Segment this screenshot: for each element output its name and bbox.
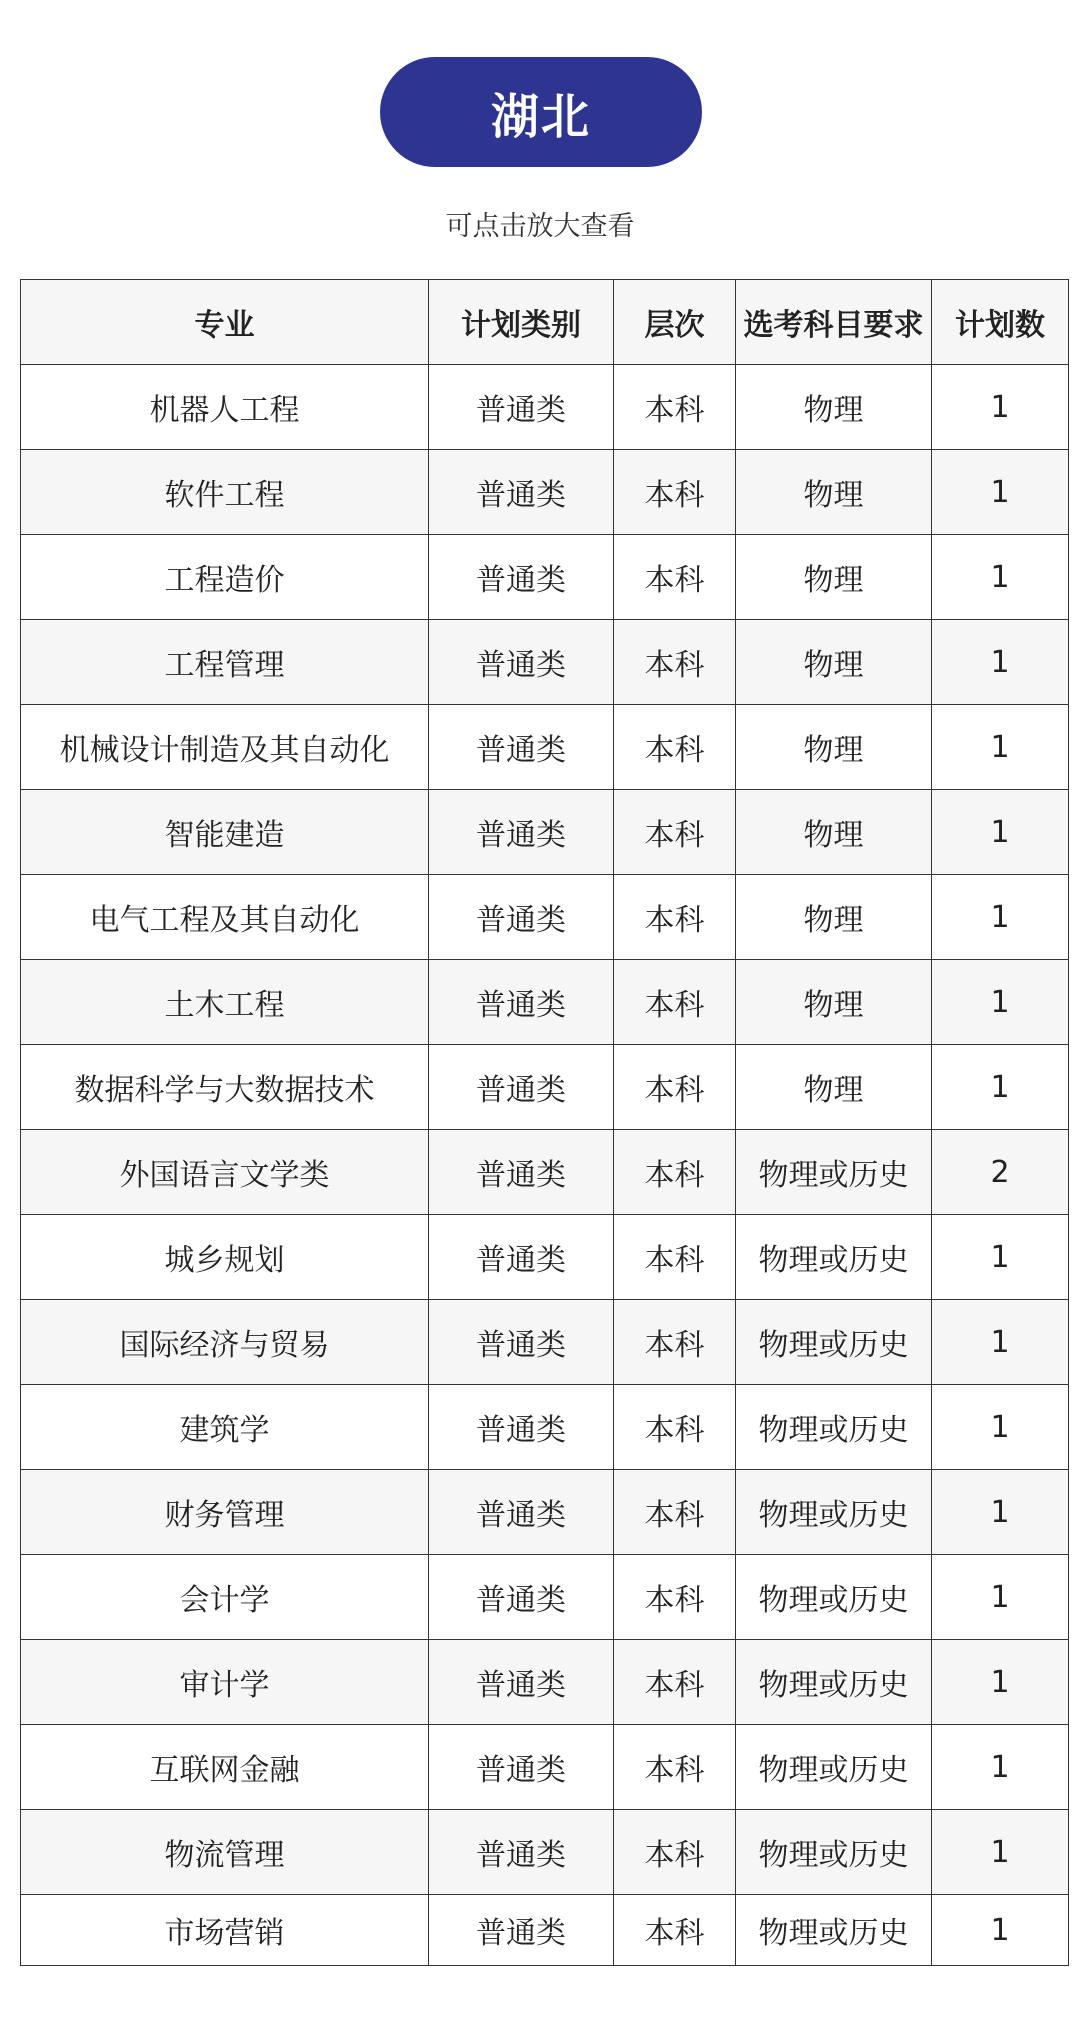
subject-requirement-cell: 物理 — [736, 1045, 932, 1130]
table-row — [21, 1810, 1069, 1895]
subject-requirement-cell: 物理或历史 — [736, 1725, 932, 1810]
major-cell: 智能建造 — [21, 790, 429, 875]
major-cell: 机械设计制造及其自动化 — [21, 705, 429, 790]
major-cell: 工程管理 — [21, 620, 429, 705]
level-cell: 本科 — [614, 1045, 736, 1130]
table-body — [21, 365, 1069, 1966]
level-cell: 本科 — [614, 790, 736, 875]
table-row — [21, 705, 1069, 790]
subject-requirement-cell: 物理 — [736, 535, 932, 620]
header-row — [21, 280, 1069, 365]
plan-type-cell: 普通类 — [429, 1470, 614, 1555]
enrollment-plan-table — [20, 279, 1069, 1966]
table-row — [21, 535, 1069, 620]
level-cell: 本科 — [614, 620, 736, 705]
level-cell: 本科 — [614, 1130, 736, 1215]
plan-count-cell: 1 — [932, 1555, 1069, 1640]
plan-type-cell: 普通类 — [429, 960, 614, 1045]
plan-type-cell: 普通类 — [429, 1300, 614, 1385]
subject-requirement-cell: 物理 — [736, 365, 932, 450]
level-cell: 本科 — [614, 450, 736, 535]
plan-type-cell: 普通类 — [429, 1130, 614, 1215]
table-row — [21, 1385, 1069, 1470]
major-cell: 数据科学与大数据技术 — [21, 1045, 429, 1130]
plan-count-cell: 1 — [932, 790, 1069, 875]
enrollment-plan-table-container — [20, 279, 1068, 1966]
plan-type-cell: 普通类 — [429, 365, 614, 450]
table-row — [21, 960, 1069, 1045]
plan-count-cell: 2 — [932, 1130, 1069, 1215]
table-row — [21, 450, 1069, 535]
plan-type-cell: 普通类 — [429, 1725, 614, 1810]
table-row — [21, 1640, 1069, 1725]
table-row — [21, 365, 1069, 450]
table-row — [21, 1895, 1069, 1966]
plan-count-cell: 1 — [932, 1215, 1069, 1300]
major-cell: 财务管理 — [21, 1470, 429, 1555]
plan-count-cell: 1 — [932, 620, 1069, 705]
subject-requirement-cell: 物理或历史 — [736, 1555, 932, 1640]
column-header-plan-count: 计划数 — [932, 280, 1069, 365]
subject-requirement-cell: 物理或历史 — [736, 1810, 932, 1895]
column-header-subject-requirement: 选考科目要求 — [736, 280, 932, 365]
plan-type-cell: 普通类 — [429, 875, 614, 960]
major-cell: 审计学 — [21, 1640, 429, 1725]
subject-requirement-cell: 物理或历史 — [736, 1385, 932, 1470]
plan-type-cell: 普通类 — [429, 1640, 614, 1725]
major-cell: 外国语言文学类 — [21, 1130, 429, 1215]
subject-requirement-cell: 物理或历史 — [736, 1640, 932, 1725]
major-cell: 软件工程 — [21, 450, 429, 535]
subject-requirement-cell: 物理 — [736, 960, 932, 1045]
province-title: 湖北 — [380, 57, 702, 167]
table-row — [21, 1555, 1069, 1640]
column-header-plan-type: 计划类别 — [429, 280, 614, 365]
plan-type-cell: 普通类 — [429, 1895, 614, 1966]
plan-type-cell: 普通类 — [429, 790, 614, 875]
major-cell: 城乡规划 — [21, 1215, 429, 1300]
plan-count-cell: 1 — [932, 705, 1069, 790]
plan-count-cell: 1 — [932, 1895, 1069, 1966]
plan-count-cell: 1 — [932, 1045, 1069, 1130]
plan-type-cell: 普通类 — [429, 705, 614, 790]
level-cell: 本科 — [614, 1470, 736, 1555]
plan-count-cell: 1 — [932, 1385, 1069, 1470]
plan-type-cell: 普通类 — [429, 535, 614, 620]
subject-requirement-cell: 物理 — [736, 620, 932, 705]
level-cell: 本科 — [614, 1810, 736, 1895]
level-cell: 本科 — [614, 960, 736, 1045]
major-cell: 机器人工程 — [21, 365, 429, 450]
plan-type-cell: 普通类 — [429, 1555, 614, 1640]
plan-count-cell: 1 — [932, 365, 1069, 450]
level-cell: 本科 — [614, 1385, 736, 1470]
plan-count-cell: 1 — [932, 960, 1069, 1045]
column-header-major: 专业 — [21, 280, 429, 365]
subject-requirement-cell: 物理或历史 — [736, 1895, 932, 1966]
major-cell: 土木工程 — [21, 960, 429, 1045]
plan-count-cell: 1 — [932, 1640, 1069, 1725]
major-cell: 物流管理 — [21, 1810, 429, 1895]
level-cell: 本科 — [614, 705, 736, 790]
table-row — [21, 1215, 1069, 1300]
subject-requirement-cell: 物理或历史 — [736, 1215, 932, 1300]
subject-requirement-cell: 物理或历史 — [736, 1130, 932, 1215]
level-cell: 本科 — [614, 365, 736, 450]
major-cell: 市场营销 — [21, 1895, 429, 1966]
plan-count-cell: 1 — [932, 1300, 1069, 1385]
table-row — [21, 1130, 1069, 1215]
major-cell: 电气工程及其自动化 — [21, 875, 429, 960]
major-cell: 建筑学 — [21, 1385, 429, 1470]
plan-type-cell: 普通类 — [429, 1215, 614, 1300]
plan-count-cell: 1 — [932, 535, 1069, 620]
subject-requirement-cell: 物理或历史 — [736, 1300, 932, 1385]
level-cell: 本科 — [614, 1725, 736, 1810]
plan-count-cell: 1 — [932, 1810, 1069, 1895]
plan-count-cell: 1 — [932, 1725, 1069, 1810]
subject-requirement-cell: 物理 — [736, 790, 932, 875]
column-header-level: 层次 — [614, 280, 736, 365]
level-cell: 本科 — [614, 1555, 736, 1640]
table-header — [21, 280, 1069, 365]
subject-requirement-cell: 物理 — [736, 705, 932, 790]
level-cell: 本科 — [614, 1300, 736, 1385]
subject-requirement-cell: 物理 — [736, 875, 932, 960]
level-cell: 本科 — [614, 875, 736, 960]
plan-type-cell: 普通类 — [429, 1810, 614, 1895]
plan-count-cell: 1 — [932, 875, 1069, 960]
level-cell: 本科 — [614, 1215, 736, 1300]
plan-type-cell: 普通类 — [429, 620, 614, 705]
subject-requirement-cell: 物理 — [736, 450, 932, 535]
table-row — [21, 1045, 1069, 1130]
level-cell: 本科 — [614, 1640, 736, 1725]
major-cell: 国际经济与贸易 — [21, 1300, 429, 1385]
major-cell: 会计学 — [21, 1555, 429, 1640]
plan-count-cell: 1 — [932, 1470, 1069, 1555]
plan-type-cell: 普通类 — [429, 1385, 614, 1470]
level-cell: 本科 — [614, 1895, 736, 1966]
zoom-hint: 可点击放大查看 — [445, 211, 635, 242]
table-row — [21, 790, 1069, 875]
subject-requirement-cell: 物理或历史 — [736, 1470, 932, 1555]
major-cell: 互联网金融 — [21, 1725, 429, 1810]
plan-type-cell: 普通类 — [429, 1045, 614, 1130]
plan-count-cell: 1 — [932, 450, 1069, 535]
level-cell: 本科 — [614, 535, 736, 620]
major-cell: 工程造价 — [21, 535, 429, 620]
table-row — [21, 1470, 1069, 1555]
table-row — [21, 620, 1069, 705]
table-row — [21, 875, 1069, 960]
table-row — [21, 1300, 1069, 1385]
plan-type-cell: 普通类 — [429, 450, 614, 535]
table-row — [21, 1725, 1069, 1810]
